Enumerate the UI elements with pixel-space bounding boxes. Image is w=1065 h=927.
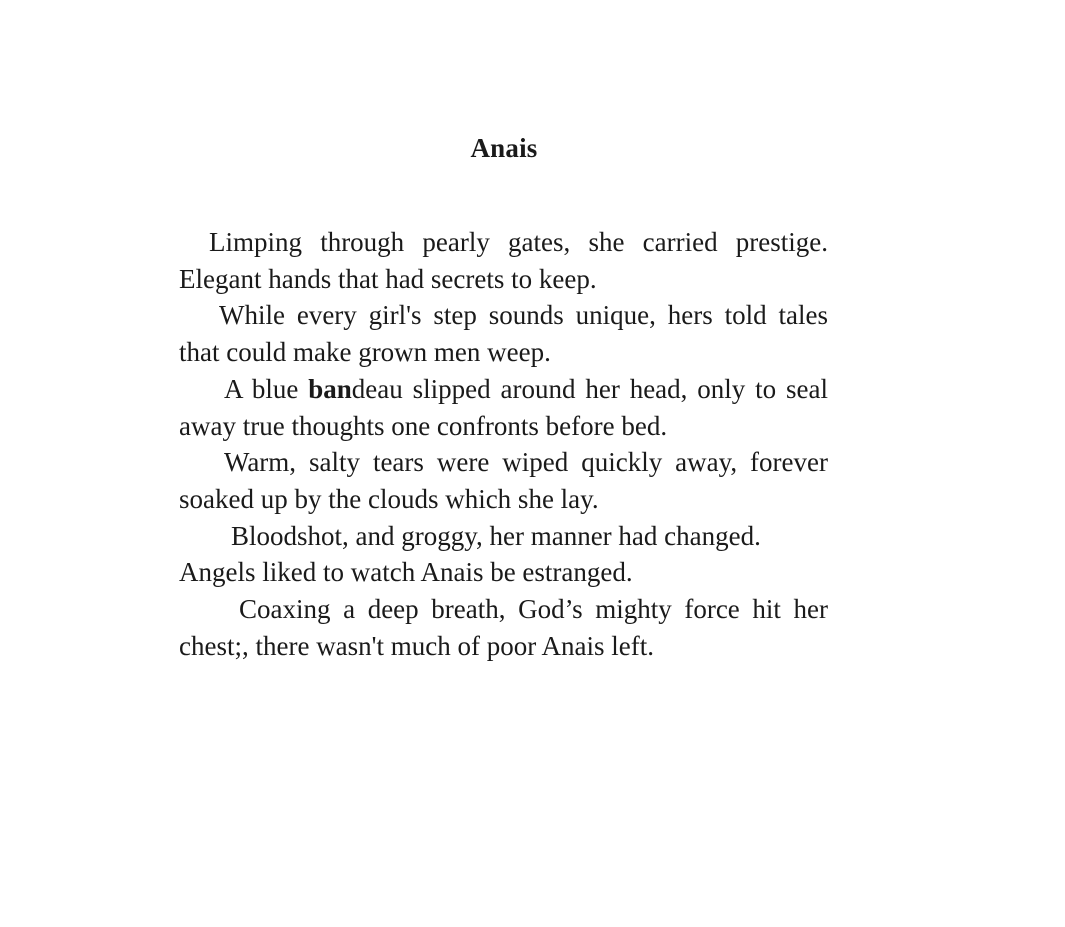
poem-line: soaked up by the clouds which she lay. (179, 483, 599, 514)
poem-body (179, 224, 828, 664)
poem-line: chest;, there wasn't much of poor Anais left. (179, 630, 654, 661)
poem-line: that could make grown men weep. (179, 337, 551, 368)
poem-line: away true thoughts one confronts before bed. (179, 410, 668, 441)
poem-line: Coaxing a deep breath, God’s mighty force hit her (239, 594, 828, 625)
poem-title: Anais (470, 133, 538, 163)
poem-line: Bloodshot, and groggy, her manner had changed. (231, 520, 761, 551)
bold-text: ban (308, 373, 352, 404)
poem-line (179, 371, 828, 408)
poem-line: Elegant hands that had secrets to keep. (179, 263, 597, 294)
poem-line: Angels liked to watch Anais be estranged. (179, 557, 633, 588)
poem-line: While every girl's step sounds unique, hers told tales (219, 300, 828, 331)
poem-line: Warm, salty tears were wiped quickly away, forever (224, 447, 828, 478)
poem-line: Limping through pearly gates, she carried prestige. (209, 227, 828, 257)
poem-text: A blue (224, 373, 309, 404)
poem-text: deau slipped around her head, only to seal (351, 373, 829, 404)
